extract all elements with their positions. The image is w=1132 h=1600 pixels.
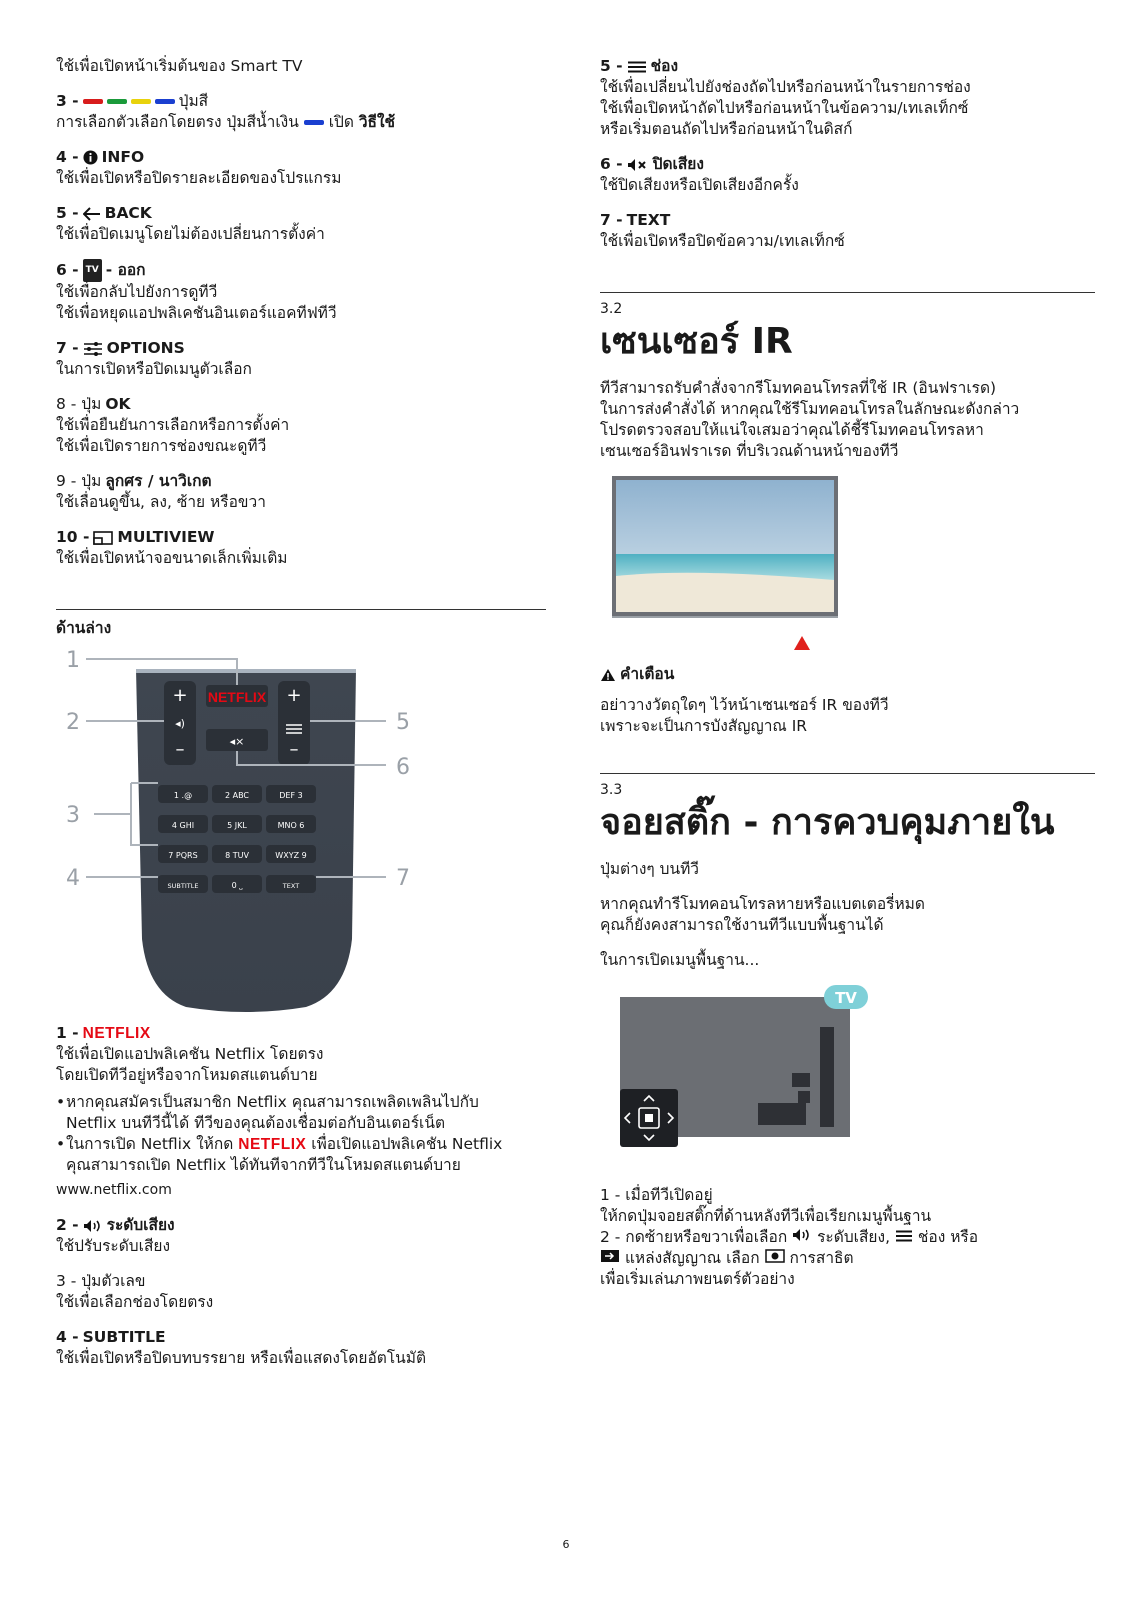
mute-icon bbox=[627, 158, 649, 172]
item-desc: ใช้ปรับระดับเสียง bbox=[56, 1237, 171, 1255]
item-desc: ใช้เพื่อเลือกช่องโดยตรง bbox=[56, 1293, 214, 1311]
red-key-icon bbox=[83, 99, 103, 104]
paragraph: ปุ่มต่างๆ บนทีวี bbox=[600, 860, 700, 878]
warning-icon bbox=[600, 668, 616, 682]
item-desc: ใช้เพื่อปิดเมนูโดยไม่ต้องเปลี่ยนการตั้งค่า bbox=[56, 225, 325, 243]
svg-text:7: 7 bbox=[396, 866, 410, 891]
item-desc: ใช้เพื่อเปิดรายการช่องขณะดูทีวี bbox=[56, 437, 267, 455]
info-icon bbox=[83, 150, 98, 165]
item-desc: ใช้เพื่อเปิดหน้าถัดไปหรือก่อนหน้าในข้อความ/เทเลเท็กซ์ bbox=[600, 99, 969, 117]
multiview-icon bbox=[93, 531, 113, 545]
svg-text:TV: TV bbox=[835, 989, 857, 1007]
step-text: ให้กดปุ่มจอยสติ๊กที่ด้านหลังทีวีเพื่อเรียกเมนูพื้นฐาน bbox=[600, 1207, 932, 1225]
item-label: MULTIVIEW bbox=[117, 528, 215, 546]
left-column bbox=[56, 56, 546, 1383]
warning-heading bbox=[600, 664, 1095, 685]
item-label: TEXT bbox=[626, 211, 671, 229]
warning-text: อย่าวางวัตถุใดๆ ไว้หน้าเซนเซอร์ IR ของทีวี bbox=[600, 696, 889, 714]
paragraph-line: ทีวีสามารถรับคำสั่งจากรีโมทคอนโทรลที่ใช้ IR (อินฟราเรด) bbox=[600, 379, 997, 397]
svg-text:3: 3 bbox=[66, 803, 80, 828]
item-desc: ใช้เพื่อเปิดหรือปิดบทบรรยาย หรือเพื่อแสดงโดยอัตโนมัติ bbox=[56, 1349, 427, 1367]
item-desc: ใช้เพื่อกลับไปยังการดูทีวี bbox=[56, 283, 218, 301]
section-number: 3.2 bbox=[600, 301, 623, 317]
item-number: 4 - bbox=[56, 1328, 79, 1346]
ok-item bbox=[56, 394, 546, 457]
subtitle-item bbox=[56, 1327, 546, 1369]
right-column bbox=[600, 56, 1095, 1290]
navigation-item bbox=[56, 471, 546, 513]
warning-title: คำเตือน bbox=[620, 665, 675, 683]
tv-beach-image bbox=[612, 476, 852, 656]
warning-text: เพราะจะเป็นการบังสัญญาณ IR bbox=[600, 717, 808, 735]
item-number: 3 - ปุ่มตัวเลข bbox=[56, 1272, 146, 1290]
channel-list-icon bbox=[895, 1230, 913, 1242]
volume-icon bbox=[792, 1228, 812, 1242]
page-number: 6 bbox=[562, 1538, 570, 1551]
item-number: 3 - bbox=[56, 92, 79, 110]
info-item bbox=[56, 147, 546, 189]
svg-text:WXYZ 9: WXYZ 9 bbox=[275, 851, 307, 860]
item-label: ระดับเสียง bbox=[106, 1216, 175, 1234]
section-divider bbox=[600, 292, 1095, 293]
svg-text:TEXT: TEXT bbox=[282, 882, 300, 890]
svg-text:8 TUV: 8 TUV bbox=[225, 851, 249, 860]
item-number: 5 - bbox=[600, 57, 623, 75]
paragraph-line: ในการส่งคำสั่งได้ หากคุณใช้รีโมทคอนโทรลในลักษณะดังกล่าว bbox=[600, 400, 1020, 418]
item-desc: ใช้เพื่อหยุดแอปพลิเคชันอินเตอร์แอคทีฟทีวี bbox=[56, 304, 337, 322]
step-text: แหล่งสัญญาณ เลือก การสาธิต bbox=[600, 1248, 1095, 1269]
section-divider bbox=[600, 773, 1095, 774]
options-icon bbox=[83, 342, 103, 356]
item-label: OK bbox=[105, 395, 131, 413]
bullet-item: • ในการเปิด Netflix ให้กด NETFLIX เพื่อเปิดแอปพลิเคชัน Netflix คุณสามารถเปิด Netflix ได้ทันทีจากทีวีในโหมดสแตนด์บาย bbox=[56, 1134, 546, 1176]
item-number: 6 - bbox=[600, 155, 623, 173]
netflix-url: www.netflix.com bbox=[56, 1182, 172, 1198]
svg-text:SUBTITLE: SUBTITLE bbox=[167, 882, 199, 890]
item-number: 4 - bbox=[56, 148, 79, 166]
item-number: 10 - bbox=[56, 528, 90, 546]
svg-text:4: 4 bbox=[66, 866, 80, 891]
color-keys-item bbox=[56, 91, 546, 133]
svg-text:+: + bbox=[172, 685, 188, 706]
item-label: BACK bbox=[104, 204, 152, 222]
svg-text:MNO 6: MNO 6 bbox=[277, 821, 305, 830]
blue-key-icon bbox=[304, 120, 324, 125]
section-title: เซนเซอร์ IR bbox=[600, 321, 793, 362]
svg-text:NETFLIX: NETFLIX bbox=[207, 689, 267, 705]
source-icon bbox=[600, 1249, 620, 1263]
remote-bottom-illustration bbox=[56, 649, 456, 1019]
back-item bbox=[56, 203, 546, 245]
item-number: 8 - ปุ่ม bbox=[56, 395, 102, 413]
tv-joystick-illustration bbox=[620, 985, 890, 1175]
netflix-logo: NETFLIX bbox=[82, 1025, 151, 1042]
item-number: 5 - bbox=[56, 204, 79, 222]
svg-text:7 PQRS: 7 PQRS bbox=[168, 851, 198, 860]
svg-text:0 ⎵: 0 ⎵ bbox=[231, 881, 243, 890]
item-number: 2 - bbox=[56, 1216, 79, 1234]
options-item bbox=[56, 338, 546, 380]
bullet-item: • หากคุณสมัครเป็นสมาชิก Netflix คุณสามารถเพลิดเพลินไปกับ Netflix บนทีวีนี้ได้ ทีวีของคุณต้องเชื่อมต่อกับอินเตอร์เน็ต bbox=[56, 1092, 546, 1134]
item-desc: ใช้เพื่อเปิดหน้าจอขนาดเล็กเพิ่มเติม bbox=[56, 549, 288, 567]
tv-exit-item bbox=[56, 259, 546, 324]
paragraph-line: เซนเซอร์อินฟราเรด ที่บริเวณด้านหน้าของทีวี bbox=[600, 442, 899, 460]
netflix-bullets bbox=[56, 1092, 546, 1176]
item-label: ปิดเสียง bbox=[652, 155, 704, 173]
green-key-icon bbox=[107, 99, 127, 104]
svg-text:DEF 3: DEF 3 bbox=[279, 791, 303, 800]
tv-icon: TV bbox=[83, 259, 102, 282]
section-number: 3.3 bbox=[600, 782, 623, 798]
item-desc: โดยเปิดทีวีอยู่หรือจากโหมดสแตนด์บาย bbox=[56, 1066, 318, 1084]
step-text: 2 - กดซ้ายหรือขวาเพื่อเลือก ระดับเสียง, ช่อง หรือ bbox=[600, 1228, 979, 1246]
svg-text:6: 6 bbox=[396, 755, 410, 780]
section-title: จอยสติ๊ก - การควบคุมภายใน bbox=[600, 802, 1055, 843]
item-desc: ในการเปิดหรือปิดเมนูตัวเลือก bbox=[56, 360, 252, 378]
item-number: 7 - bbox=[600, 211, 623, 229]
demo-icon bbox=[765, 1249, 785, 1263]
item-label: OPTIONS bbox=[106, 339, 185, 357]
volume-icon bbox=[83, 1219, 103, 1233]
step-text: เพื่อเริ่มเล่นภาพยนตร์ตัวอย่าง bbox=[600, 1270, 795, 1288]
text-item bbox=[600, 210, 1095, 252]
blue-key-icon bbox=[155, 99, 175, 104]
item-desc: ใช้เพื่อเปิดแอปพลิเคชัน Netflix โดยตรง bbox=[56, 1045, 324, 1063]
ir-sensor-marker-icon bbox=[794, 636, 810, 650]
svg-text:–: – bbox=[175, 739, 185, 760]
item-desc: หรือเริ่มตอนถัดไปหรือก่อนหน้าในดิสก์ bbox=[600, 120, 853, 138]
svg-text:2: 2 bbox=[66, 710, 80, 735]
channel-item bbox=[600, 56, 1095, 140]
item-desc: ใช้เพื่อยืนยันการเลือกหรือการตั้งค่า bbox=[56, 416, 290, 434]
paragraph: ในการเปิดเมนูพื้นฐาน... bbox=[600, 951, 760, 969]
volume-icon: ◂) bbox=[175, 717, 185, 730]
svg-text:4 GHI: 4 GHI bbox=[171, 821, 195, 830]
item-label: ปุ่มสี bbox=[178, 92, 209, 110]
item-label: ลูกศร / นาวิเกต bbox=[105, 472, 212, 490]
numbers-item bbox=[56, 1271, 546, 1313]
item-label: INFO bbox=[101, 148, 145, 166]
bottom-title: ด้านล่าง bbox=[56, 619, 112, 637]
item-number: 6 - bbox=[56, 261, 79, 279]
svg-text:5: 5 bbox=[396, 710, 410, 735]
item-number: 1 - bbox=[56, 1024, 79, 1042]
multiview-item bbox=[56, 527, 546, 569]
item-desc: การเลือกตัวเลือกโดยตรง ปุ่มสีน้ำเงิน เปิด วิธีใช้ bbox=[56, 113, 396, 131]
svg-text:1 .@: 1 .@ bbox=[173, 791, 193, 800]
svg-text:◂×: ◂× bbox=[229, 735, 245, 748]
svg-text:–: – bbox=[289, 739, 299, 760]
svg-text:5 JKL: 5 JKL bbox=[227, 821, 247, 830]
mute-item bbox=[600, 154, 1095, 196]
volume-item bbox=[56, 1215, 546, 1257]
channel-list-icon bbox=[627, 61, 647, 73]
paragraph: หากคุณทำรีโมทคอนโทรลหายหรือแบตเตอรี่หมด คุณก็ยังคงสามารถใช้งานทีวีแบบพื้นฐานได้ bbox=[600, 895, 925, 934]
item-label: - ออก bbox=[105, 261, 146, 279]
intro-text: ใช้เพื่อเปิดหน้าเริ่มต้นของ Smart TV bbox=[56, 57, 303, 75]
item-desc: ใช้เพื่อเปลี่ยนไปยังช่องถัดไปหรือก่อนหน้าในรายการช่อง bbox=[600, 78, 971, 96]
item-desc: ใช้ปิดเสียงหรือเปิดเสียงอีกครั้ง bbox=[600, 176, 799, 194]
back-arrow-icon bbox=[83, 207, 101, 221]
item-desc: ใช้เพื่อเปิดหรือปิดข้อความ/เทเลเท็กซ์ bbox=[600, 232, 845, 250]
item-desc: ใช้เลื่อนดูขึ้น, ลง, ซ้าย หรือขวา bbox=[56, 493, 266, 511]
paragraph-line: โปรดตรวจสอบให้แน่ใจเสมอว่าคุณได้ชี้รีโมทคอนโทรลหา bbox=[600, 421, 984, 439]
svg-text:1: 1 bbox=[66, 649, 80, 673]
item-number: 7 - bbox=[56, 339, 79, 357]
item-desc: ใช้เพื่อเปิดหรือปิดรายละเอียดของโปรแกรม bbox=[56, 169, 342, 187]
item-label: SUBTITLE bbox=[82, 1328, 166, 1346]
netflix-logo: NETFLIX bbox=[238, 1136, 307, 1153]
item-label: ช่อง bbox=[650, 57, 679, 75]
item-number: 9 - ปุ่ม bbox=[56, 472, 102, 490]
netflix-item bbox=[56, 1023, 546, 1201]
yellow-key-icon bbox=[131, 99, 151, 104]
step-text: 1 - เมื่อทีวีเปิดอยู่ bbox=[600, 1186, 713, 1204]
svg-text:2 ABC: 2 ABC bbox=[224, 791, 250, 800]
svg-text:+: + bbox=[286, 685, 302, 706]
section-divider bbox=[56, 609, 546, 610]
